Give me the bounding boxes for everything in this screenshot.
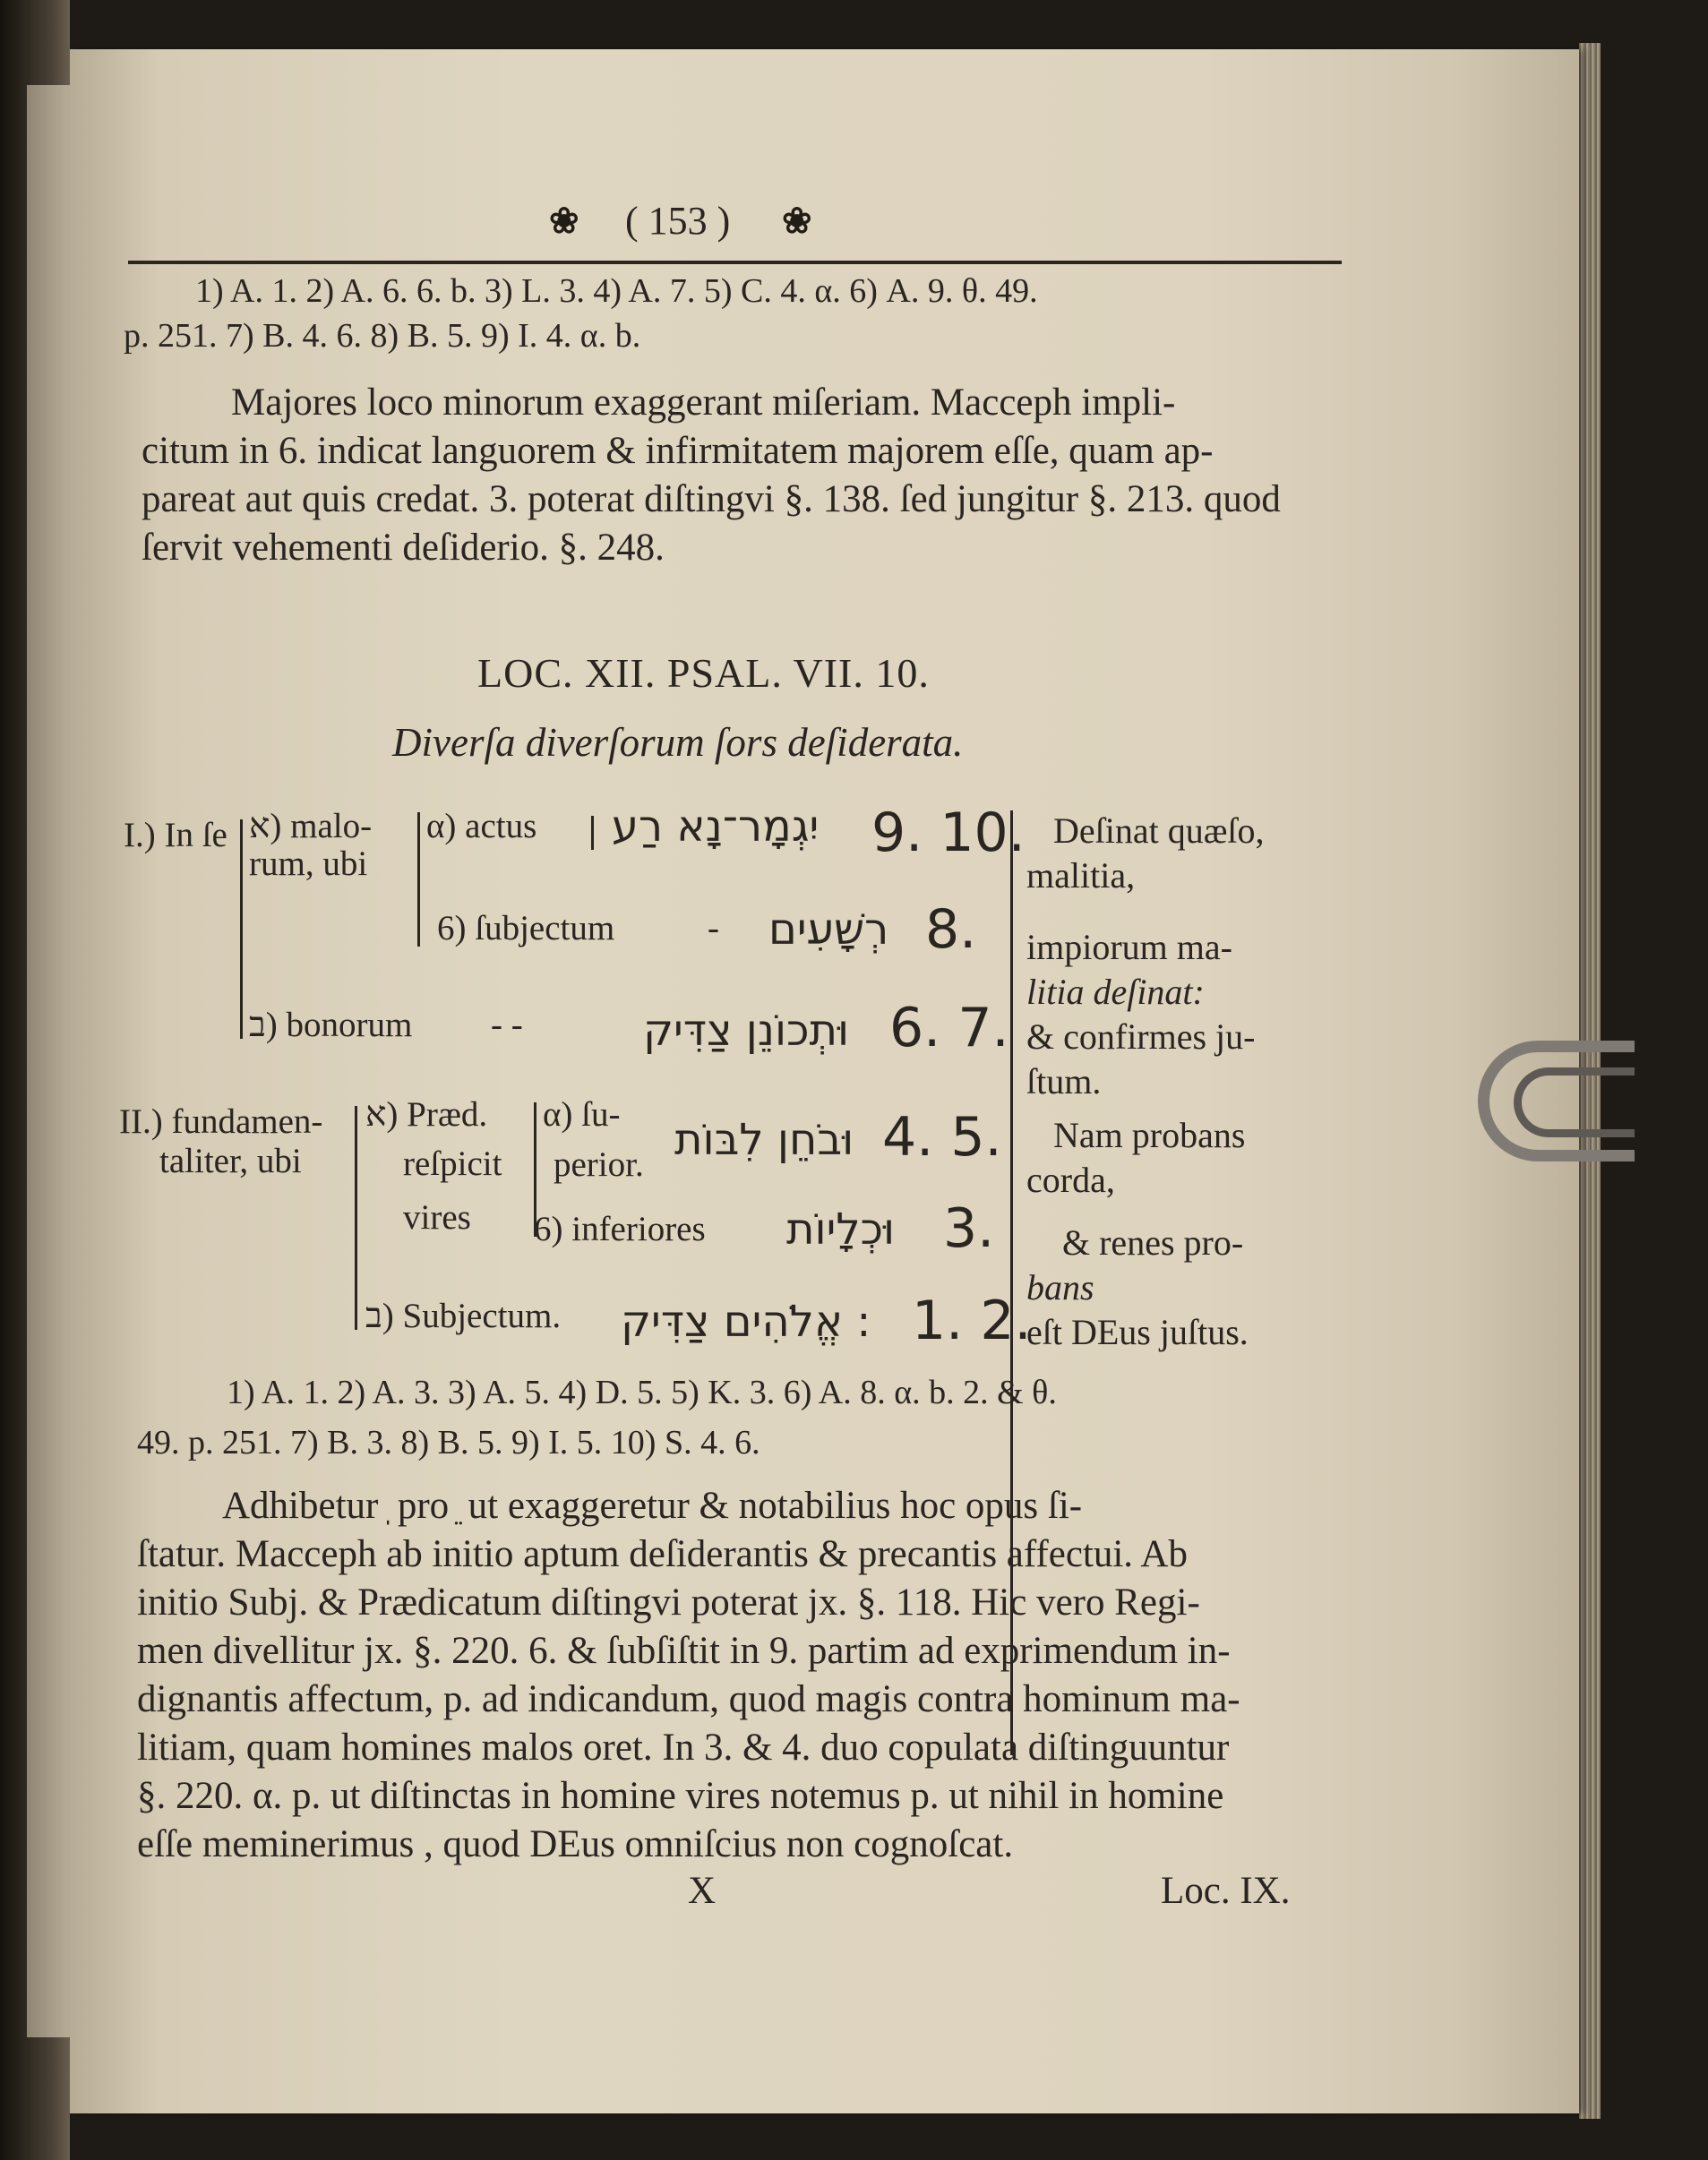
text-line: Adhibetur ֽ pro ֵ ut exaggeretur & notabilius hoc opus ſi- [222,1485,1083,1527]
table-rum-ubi: rum, ubi [249,844,368,883]
paper-clip-inner [1514,1067,1635,1137]
text-line: eſſe meminerimus , quod DEus omniſcius non cognoſcat. [137,1823,1014,1865]
page-number: ( 153 ) [625,199,731,243]
text-line: litiam, quam homines malos oret. In 3. & 4. duo copulata diſtinguuntur [137,1727,1230,1769]
table-label-II-2: taliter, ubi [159,1142,302,1180]
table-beth-bonorum: ב) bonorum [249,1006,413,1044]
footnote-line: 49. p. 251. 7) B. 3. 8) B. 5. 9) I. 5. 10) S. 4. 6. [137,1424,760,1461]
hebrew-text-3: וּתְכוֹנֵן צַדִּיק [643,1006,850,1056]
book-page [70,49,1579,2113]
text-line: §. 220. α. p. ut diſtinctas in homine vires notemus p. ut nihil in homine [137,1775,1224,1817]
text-line: initio Subj. & Prædicatum diſtingvi poterat jx. §. 118. Hic vero Regi- [137,1581,1200,1624]
hebrew-text-1: יִגְמָר־נָא רַע [612,801,820,852]
footnote-line: 1) A. 1. 2) A. 3. 3) A. 5. 4) D. 5. 5) K. 3. 6) A. 8. α. b. 2. & θ. [227,1374,1057,1411]
table-respicit: reſpicit [403,1144,502,1183]
verse-number-1: 9. 10. [871,801,1026,864]
hebrew-text-6: אֱלֹהִים צַדִּיק : [621,1297,871,1347]
hebrew-text-5: וּכְלָיוֹת [786,1204,896,1255]
hebrew-text-2: רְשָׁעִים [768,904,889,955]
translation-line: litia deſinat: [1026,972,1205,1012]
footnote-line: 1) A. 1. 2) A. 6. 6. b. 3) L. 3. 4) A. 7. 5) C. 4. α. 6) A. 9. θ. 49. [195,272,1038,310]
header-rule [128,261,1342,264]
translation-line: corda, [1026,1160,1115,1200]
table-alpha-actus: α) actus [426,807,537,845]
header-ornament-right-icon: ❀ [782,201,812,241]
hebrew-text-4: וּבֹחֵן לִבּוֹת [674,1115,854,1165]
verse-number-2: 8. [925,898,977,961]
table-label-I: I.) In ſe [124,816,227,854]
translation-line: & confirmes ju- [1026,1016,1256,1057]
translation-line: impiorum ma- [1026,927,1232,967]
text-line: dignantis affectum, p. ad indicandum, quod magis contra hominum ma- [137,1678,1240,1720]
table-vires: vires [403,1198,471,1237]
translation-line: malitia, [1026,855,1136,896]
brace-II [355,1106,357,1330]
brace-Ia [417,812,420,947]
signature-mark: X [688,1870,717,1912]
facing-page-edge [27,85,70,2037]
table-beta-inferiores: 6) inferiores [534,1210,706,1248]
table-perior: perior. [554,1145,644,1184]
footnote-line: p. 251. 7) B. 4. 6. 8) B. 5. 9) I. 4. α. b. [124,317,641,355]
text-line: pareat aut quis credat. 3. poterat diſtingvi §. 138. ſed jungitur §. 213. quod [142,478,1281,520]
verse-number-3: 6. 7. [889,997,1009,1059]
table-beth-subjectum: ב) Subjectum. [365,1297,562,1335]
table-label-II-1: II.) fundamen- [119,1102,323,1141]
table-aleph-praed: א) Præd. [365,1095,488,1134]
translation-line: Deſinat quæſo, [1053,810,1265,851]
translation-line: ſtum. [1026,1061,1102,1101]
table-dash: - [708,909,719,947]
header-ornament-left-icon: ❀ [549,201,579,241]
section-subtitle: Diverſa diverſorum ſors deſiderata. [392,720,964,765]
text-line: Majores loco minorum exaggerant miſeriam. Macceph impli- [231,381,1176,424]
catchword: Loc. IX. [1161,1870,1291,1912]
translation-line: eſt DEus juſtus. [1026,1312,1249,1352]
text-line: ſtatur. Macceph ab initio aptum deſiderantis & precantis affectui. Ab [137,1533,1188,1575]
table-alpha-su: α) ſu- [543,1095,621,1134]
table-dashes: - - [491,1006,523,1044]
verse-number-5: 3. [943,1197,995,1260]
section-title: LOC. XII. PSAL. VII. 10. [477,650,930,696]
paragraph-1 [142,379,1281,572]
paragraph-2 [137,1482,1240,1869]
brace-I [240,819,243,1039]
table-aleph-malorum: א) malo- [249,807,373,845]
bar [591,816,594,850]
translation-line: Nam probans [1053,1115,1246,1155]
translation-line: bans [1026,1267,1094,1307]
translation-line: & renes pro- [1062,1222,1244,1263]
text-line: ſervit vehementi deſiderio. §. 248. [142,527,665,569]
verse-number-6: 1. 2. [912,1290,1032,1352]
translation-column [1026,809,1265,1355]
text-line: men divellitur jx. §. 220. 6. & ſubſiſtit in 9. partim ad exprimendum in- [137,1630,1231,1672]
verse-number-4: 4. 5. [882,1106,1002,1169]
table-beta-subjectum: 6) ſubjectum [437,909,615,947]
text-line: citum in 6. indicat languorem & infirmitatem majorem eſſe, quam ap- [142,430,1214,472]
